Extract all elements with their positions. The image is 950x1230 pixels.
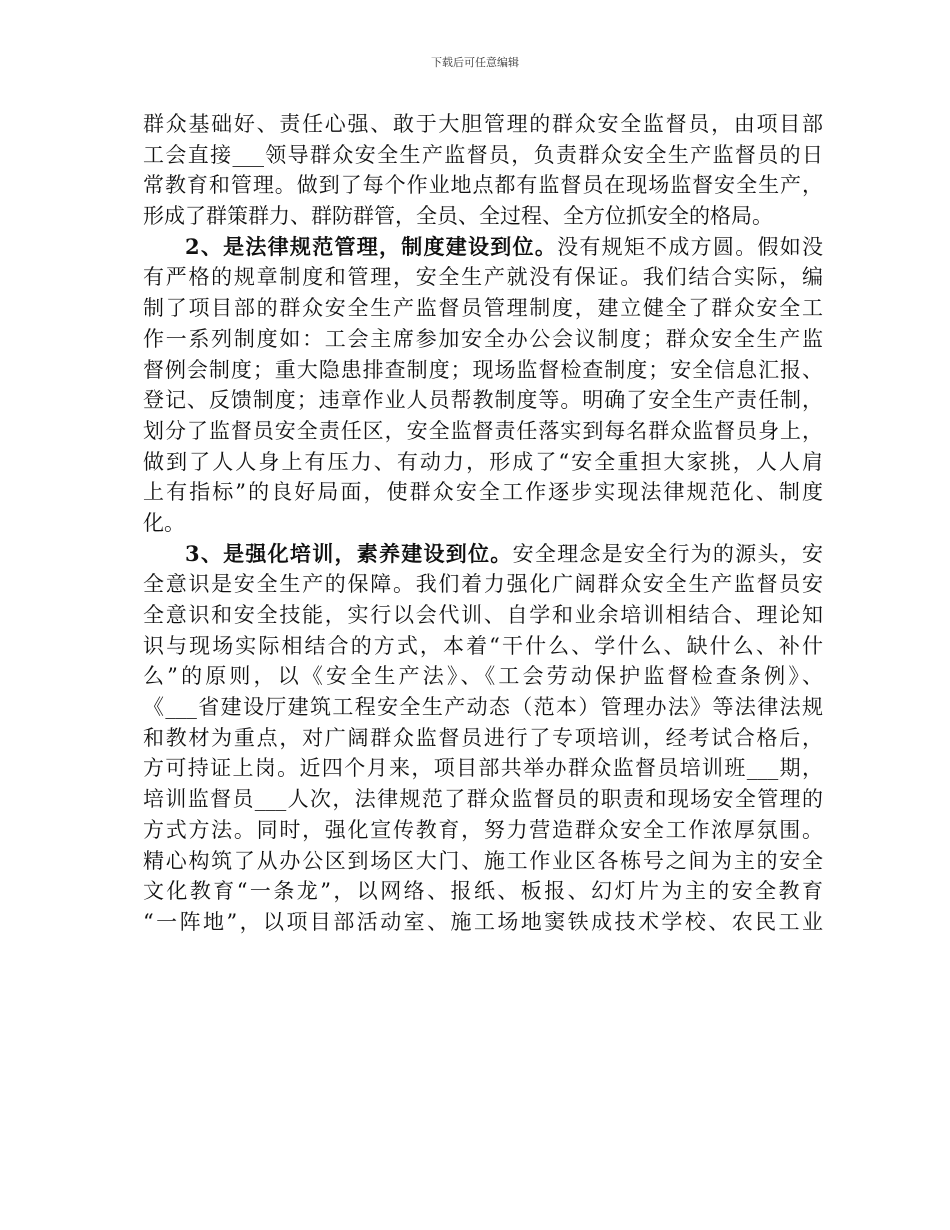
line-text: 做到了人人身上有压力、有动力，形成了“安全重担大家挑，人人肩	[143, 449, 823, 474]
text-line	[143, 753, 823, 784]
text-line	[143, 447, 823, 478]
text-line	[143, 907, 823, 938]
line-text: 方可持证上岗。近四个月来，项目部共举办群众监督员培训班___期，	[143, 756, 823, 781]
text-line	[143, 846, 823, 877]
line-text: 形成了群策群力、群防群管，全员、全过程、全方位抓安全的格局。	[143, 204, 773, 229]
text-line	[143, 723, 823, 754]
line-text: 督例会制度；重大隐患排查制度；现场监督检查制度；安全信息汇报、	[143, 357, 823, 382]
text-line	[143, 293, 823, 324]
text-line	[143, 569, 823, 600]
line-text: 划分了监督员安全责任区，安全监督责任落实到每名群众监督员身上，	[143, 418, 823, 443]
text-line	[143, 355, 823, 386]
line-text: 培训监督员___人次，法律规范了群众监督员的职责和现场安全管理的	[143, 787, 823, 812]
document-body	[143, 109, 823, 938]
text-line	[143, 262, 823, 293]
text-line	[143, 324, 823, 355]
line-text: 么”的原则，以《安全生产法》、《工会劳动保护监督检查条例》、	[143, 664, 823, 689]
text-line	[143, 477, 823, 508]
text-line	[143, 140, 823, 171]
line-text: 全意识和安全技能，实行以会代训、自学和业余培训相结合、理论知	[143, 603, 823, 627]
line-text: 《___省建设厅建筑工程安全生产动态（范本）管理办法》等法律法规	[143, 695, 823, 720]
line-text: 和教材为重点，对广阔群众监督员进行了专项培训，经考试合格后，	[143, 725, 823, 750]
line-text: 上有指标”的良好局面，使群众安全工作逐步实现法律规范化、制度	[143, 480, 823, 505]
line-text: 工会直接___领导群众安全生产监督员，负责群众安全生产监督员的日	[143, 142, 823, 167]
line-text: 有严格的规章制度和管理，安全生产就没有保证。我们结合实际，编	[143, 265, 823, 290]
line-text: 化。	[143, 510, 185, 535]
line-text: 制了项目部的群众安全生产监督员管理制度，建立健全了群众安全工	[143, 296, 823, 321]
line-text: 文化教育“一条龙”，以网络、报纸、板报、幻灯片为主的安全教育	[143, 879, 823, 904]
text-line	[143, 631, 823, 662]
section-heading: 3、是强化培训，素养建设到位。	[185, 540, 513, 566]
page-header: 下载后可任意编辑	[431, 56, 519, 69]
text-line	[143, 876, 823, 907]
text-line	[143, 109, 823, 140]
line-text: 识与现场实际相结合的方式，本着“干什么、学什么、缺什么、补什	[143, 633, 823, 658]
text-line	[143, 815, 823, 846]
line-text: 精心构筑了从办公区到场区大门、施工作业区各栋号之间为主的安全	[143, 848, 823, 873]
text-line	[143, 385, 823, 416]
text-line	[143, 232, 823, 263]
line-text: 常教育和管理。做到了每个作业地点都有监督员在现场监督安全生产，	[143, 173, 823, 198]
line-text: 没有规矩不成方圆。假如没	[557, 234, 823, 259]
text-line	[143, 201, 823, 232]
line-text: 方式方法。同时，强化宣传教育，努力营造群众安全工作浓厚氛围。	[143, 817, 823, 842]
text-line	[143, 661, 823, 692]
text-line	[143, 416, 823, 447]
line-text: 登记、反馈制度；违章作业人员帮教制度等。明确了安全生产责任制，	[143, 388, 823, 413]
text-line	[143, 600, 823, 631]
line-text: 群众基础好、责任心强、敢于大胆管理的群众安全监督员，由项目部	[143, 112, 823, 136]
line-text: 安全理念是安全行为的源头，安	[512, 541, 823, 566]
text-line	[143, 508, 823, 539]
line-text: 全意识是安全生产的保障。我们着力强化广阔群众安全生产监督员安	[143, 572, 823, 597]
line-text: 作一系列制度如：工会主席参加安全办公会议制度；群众安全生产监	[143, 326, 823, 351]
text-line	[143, 539, 823, 570]
text-line	[143, 170, 823, 201]
line-text: “一阵地”，以项目部活动室、施工场地窦铁成技术学校、农民工业	[143, 909, 823, 934]
text-line	[143, 784, 823, 815]
section-heading: 2、是法律规范管理，制度建设到位。	[185, 233, 558, 259]
text-line	[143, 692, 823, 723]
